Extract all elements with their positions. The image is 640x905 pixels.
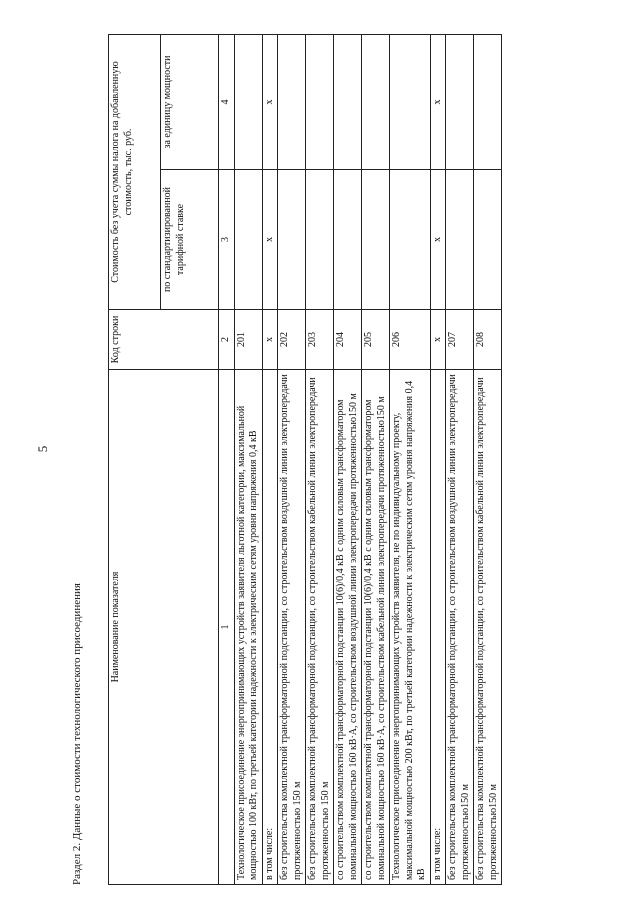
table-row [278,34,306,884]
section-title: Раздел 2. Данные о стоимости технологического присоединения [71,583,83,885]
header-cost-group: Стоимость без учета суммы налога на добавленную стоимость, тыс. руб. [109,34,161,309]
row-per-unit-cell: x [430,34,446,169]
header-by-rate: по стандартизированной тарифной ставке [161,170,219,310]
row-per-unit-cell [278,34,306,169]
header-name: Наименование показателя [109,370,219,885]
row-code-cell: 203 [306,310,334,370]
column-number-row [219,34,235,884]
header-per-unit: за единицу мощности [161,34,219,169]
row-code-cell: 201 [234,310,262,370]
row-code-cell: 202 [278,310,306,370]
row-name-cell: со строительством комплектной трансформаторной подстанции 10(6)/0,4 кВ с одним силовым трансформатором номинальной мощностью 160 кВ·А, со строительством кабельной линии электропередачи протяженностью150 м [362,370,390,885]
row-code-cell: 208 [474,310,502,370]
header-row-1 [109,34,161,884]
row-rate-cell [362,170,390,310]
row-name-cell: Технологическое присоединение энергопринимающих устройств заявителя льготной категории, максимальной мощностью 100 кВт, по третьей категории надежности к электрическим сетям уровня напряжения 0,4 кВ [234,370,262,885]
row-per-unit-cell [362,34,390,169]
page-number: 5 [35,445,50,453]
row-rate-cell: x [262,170,278,310]
row-per-unit-cell [446,34,474,169]
row-code-cell: 204 [334,310,362,370]
row-rate-cell [390,170,431,310]
table-row [474,34,502,884]
row-name-cell: без строительства комплектной трансформаторной подстанции, со строительством воздушной линии электропередачи протяженностью 150 м [278,370,306,885]
table-row [234,34,262,884]
table-row [362,34,390,884]
table-row [430,34,446,884]
column-number: 2 [219,310,235,370]
row-rate-cell [306,170,334,310]
row-per-unit-cell [474,34,502,169]
row-per-unit-cell: x [262,34,278,169]
row-per-unit-cell [306,34,334,169]
cost-table [108,34,502,885]
row-per-unit-cell [390,34,431,169]
table-body [219,34,502,884]
row-name-cell: без строительства комплектной трансформаторной подстанции, со строительством кабельной линии электропередачи протяженностью 150 м [306,370,334,885]
row-rate-cell [446,170,474,310]
table-row [390,34,431,884]
header-code: Код строки [109,310,219,370]
row-rate-cell [334,170,362,310]
row-code-cell: 206 [390,310,431,370]
row-code-cell: x [262,310,278,370]
row-code-cell: 205 [362,310,390,370]
row-rate-cell [474,170,502,310]
row-name-cell: в том числе: [430,370,446,885]
row-rate-cell [278,170,306,310]
table-row [262,34,278,884]
table-row [446,34,474,884]
rotated-page [62,35,582,885]
column-number: 1 [219,370,235,885]
row-code-cell: 207 [446,310,474,370]
row-name-cell: в том числе: [262,370,278,885]
table-row [334,34,362,884]
row-name-cell: Технологическое присоединение энергопринимающих устройств заявителя, не по индивидуальному проекту, максимальной мощностью 200 кВт, по третьей категории надежности к электрическим сетям уровня напряжения 0,4 кВ [390,370,431,885]
row-name-cell: со строительством комплектной трансформаторной подстанции 10(6)/0,4 кВ с одним силовым трансформатором номинальной мощностью 160 кВ·А, со строительством воздушной линии электропередачи протяженностью150 м [334,370,362,885]
table-row [306,34,334,884]
row-per-unit-cell [334,34,362,169]
row-code-cell: x [430,310,446,370]
row-rate-cell: x [430,170,446,310]
column-number: 4 [219,34,235,169]
row-name-cell: без строительства комплектной трансформаторной подстанции, со строительством воздушной линии электропередачи протяженностью150 м [446,370,474,885]
column-number: 3 [219,170,235,310]
row-per-unit-cell [234,34,262,169]
row-rate-cell [234,170,262,310]
row-name-cell: без строительства комплектной трансформаторной подстанции, со строительством кабельной линии электропередачи протяженностью150 м [474,370,502,885]
